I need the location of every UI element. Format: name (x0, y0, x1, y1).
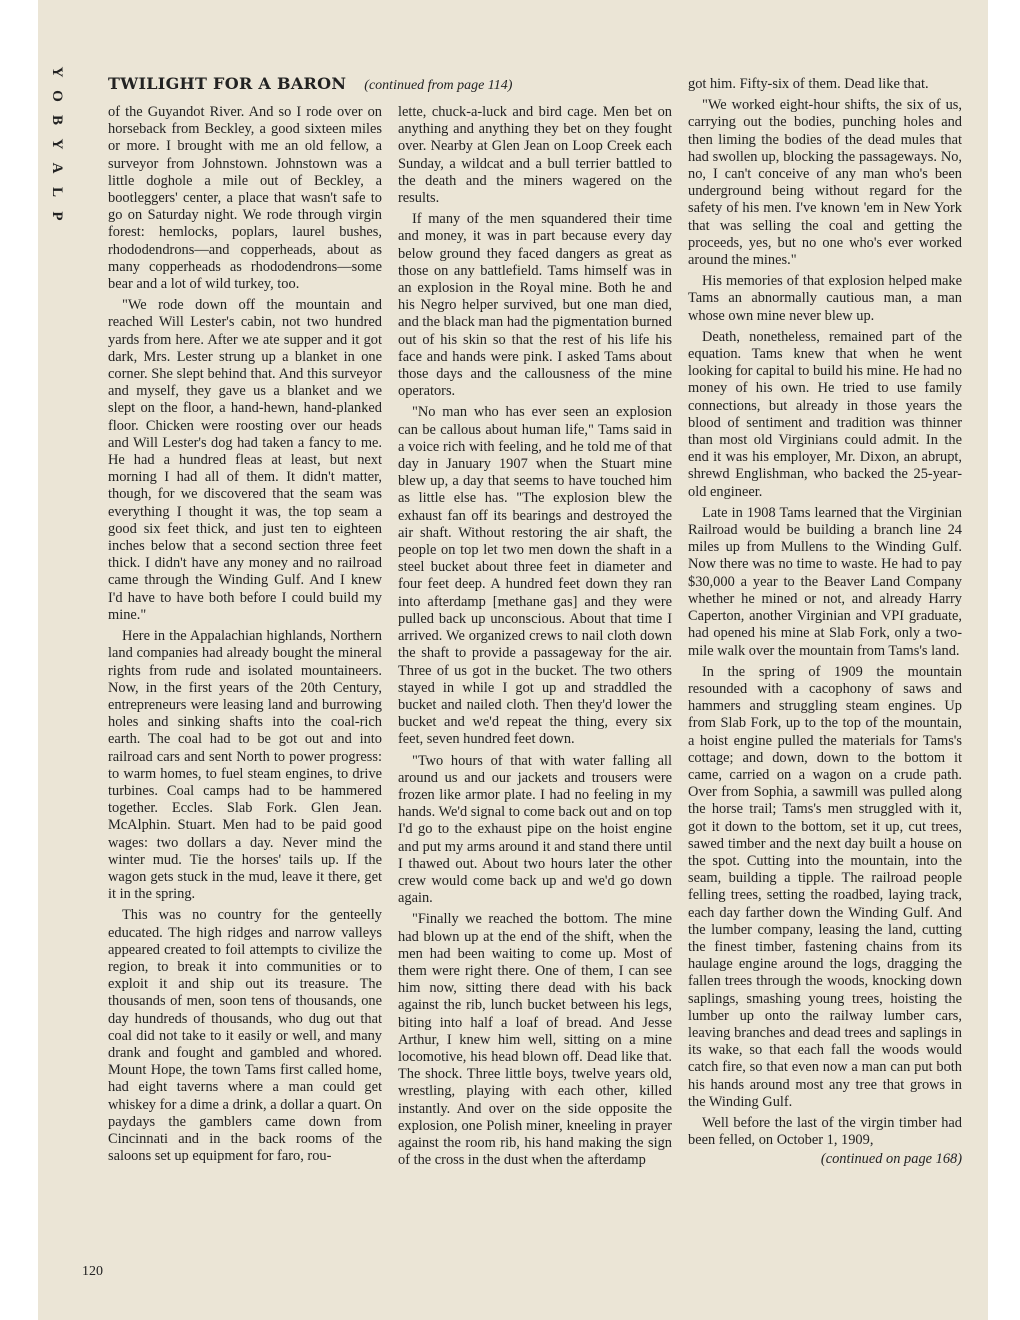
logo-letter: P (49, 211, 65, 221)
paragraph: got him. Fifty-six of them. Dead like that. (688, 76, 929, 92)
paragraph: This was no country for the genteelly educated. The high ridges and narrow valleys appeared created to foil attempts to civilize the region, to break it into communities or to exploit it and ship out its treasure. The thousands of men, soon tens of thousands, one day hundreds of thousands, who dug out that coal did not take to it easily or well, and many drank and fought and gambled and whored. Mount Hope, the town Tams first called home, had eight taverns where a man could get whiskey for a dime a drink, a dollar a quart. On paydays the gamblers came down from Cincinnati and in the back rooms of the saloons set up equipment for faro, rou- (108, 907, 382, 1165)
text-column-1 (108, 104, 382, 1165)
paragraph: Late in 1908 Tams learned that the Virginian Railroad would be building a branch line 24 miles up from Mullens to the Winding Gulf. Now there was no time to waste. He had to pay $30,000 a year to the Beaver Land Company whether he mined or not, and already Harry Caperton, another Virginian and VPI graduate, had opened his mine at Slab Fork, only a two-mile walk over the mountain from Tams's land. (688, 504, 962, 659)
text-column-2 (398, 104, 672, 1169)
paragraph: In the spring of 1909 the mountain resounded with a cacophony of saws and hammers and struggling steam engines. Up from Slab Fork, up to the top of the mountain, a hoist engine pulled the materials for Tams's cottage; and down, down to the bottom it came, carried on a wagon on a crude path. Over from Sophia, a sawmill was pulled along the horse trail; Tams's men struggled with it, got it down to the bottom, set it up, cut trees, sawed timber and the next day built a house on the spot. Cutting into the mountain, into the seam, building a tipple. The railroad people felling trees, setting the roadbed, laying track, each day farther down the Winding Gulf. And the lumber company, leasing the land, cutting the finest timber, fastening chains from its haulage engine around the logs, dragging the fallen trees through the woods, knocking down saplings, smashing young trees, hoisting the lumber up onto the railway lumber cars, leaving branches and dead trees and saplings in its wake, so that each fall the woods would catch fire, so that even now a man can put both his hands around most any tree that grows in the Winding Gulf. (688, 663, 962, 1110)
article-title: TWILIGHT FOR A BARON (108, 74, 347, 93)
paragraph: "Two hours of that with water falling all around us and our jackets and trousers were frozen like armor plate. I had no feeling in my hands. We'd signal to come back out and on top I'd go to the exhaust pipe on the hoist engine and put my arms around it and stand there until I thawed out. About two hours later the other crew would come back up and we'd go down again. (398, 752, 672, 907)
paragraph: lette, chuck-a-luck and bird cage. Men bet on anything and anything they bet on they fought over. Nearby at Glen Jean on Loop Creek each Sunday, a wildcat and a bull terrier battled to the death and the miners wagered on the results. (398, 104, 672, 207)
paragraph: Death, nonetheless, remained part of the equation. Tams knew that when he went looking for capital to build his mine. He had no money of his own. He tried to use family connections, but already in those years the blood of sentiment and tradition was thinner than most old Virginians could admit. In the end it was his employer, Mr. Dixon, an abrupt, shrewd Englishman, who backed the 25-year-old engineer. (688, 328, 962, 500)
paragraph: "No man who has ever seen an explosion can be callous about human life," Tams said in a voice rich with feeling, and he told me of that day in January 1907 when the Stuart mine blew up, a day that seems to have touched him as little else has. "The explosion blew the exhaust fan off its bearings and destroyed the air shaft. Without restoring the air shaft, the people on top let two men down the shaft in a steel bucket about three feet in diameter and four feet deep. A hundred feet down they ran into afterdamp [methane gas] and they were pulled back up unconscious. About that time I arrived. We organized crews to nail cloth down the shaft to provide a passageway for the air. Three of us got in the bucket. The two others stayed in while I got up and straddled the bucket and nailed cloth. Then they'd lower the bucket and we'd repeat the thing, every six feet, seven hundred feet down. (398, 404, 672, 748)
article-header (108, 74, 678, 96)
paragraph: Here in the Appalachian highlands, Northern land companies had already bought the mineral rights from rude and isolated mountaineers. Now, in the first years of the 20th Century, entrepreneurs were leasing land and burrowing holes and sinking shafts into the coal-rich earth. The coal had to be got out and into railroad cars and sent North to power progress: to warm homes, to fuel steam engines, to drive turbines. Coal camps had to be hammered together. Eccles. Slab Fork. Glen Jean. McAlphin. Stuart. Men had to be paid good wages: two dollars a day. Never mind the winter mud. Tie the horses' tails up. If the wagon gets stuck in the mud, leave it there, get it in the spring. (108, 628, 382, 903)
magazine-logo-vertical (44, 60, 70, 228)
logo-letter: A (49, 162, 65, 174)
logo-letter: O (49, 90, 65, 102)
paragraph: If many of the men squandered their time and money, it was in part because every day below ground they faced dangers as great as those on any battlefield. Tams himself was in an explosion in the Royal mine. Both he and his Negro helper survived, but one man died, and the black man had the pigmentation burned out of his skin so that the rest of his life his face and hands were pink. I asked Tams about those days and the callousness of the mine operators. (398, 211, 672, 400)
logo-letter: Y (49, 66, 65, 78)
paragraph: "We rode down off the mountain and reached Will Lester's cabin, not two hundred yards from here. After we ate supper and it got dark, Mrs. Lester strung up a blanket in one corner. She slept behind that. And this surveyor and myself, they gave us a blanket and we slept on the floor, a hand-hewn, hand-planked floor. Chicken were roosting over our heads and Will Lester's dog had taken a fancy to me. He had a hundred fleas at least, but next morning I had all of them. It didn't matter, though, for we discovered that the seam was everything I thought it was, the top seam a good six feet thick, and just ten to eighteen inches below that a second section three feet thick. I didn't have any money and no railroad came through the Winding Gulf. And I knew I'd have to have both before I could build my mine." (108, 297, 382, 623)
logo-letter: Y (49, 138, 65, 150)
paragraph: "Finally we reached the bottom. The mine had blown up at the end of the shift, when the men had been waiting to come up. Most of them were right there. One of them, I can see him now, sitting there dead with his back against the rib, lunch bucket between his legs, biting into half a loaf of bread. And Jesse Arthur, I knew him well, sitting on a mine locomotive, his head blown off. Dead like that. The shock. Three little boys, twelve years old, wrestling, playing with each other, killed instantly. And over on the side opposite the explosion, one Polish miner, kneeling in prayer against the room rib, his hand making the sign of the cross in the dust when the afterdamp (398, 911, 672, 1169)
continued-from-note: (continued from page 114) (364, 78, 513, 93)
paragraph: His memories of that explosion helped make Tams an abnormally cautious man, a man whose own mine never blew up. (688, 273, 962, 324)
continued-on-note: (continued on page 168) (820, 1151, 962, 1168)
logo-letter: L (49, 186, 65, 197)
paragraph: "We worked eight-hour shifts, the six of us, carrying out the bodies, punching holes and then liming the bodies of the dead mules that had swollen up, blocking the passageways. No, no, I can't conceive of any man who's been underground being without regard for the safety of his men. I've known 'em in New York that was selling the coal and getting the proceeds, yes, but no one who's ever worked around the mines." (688, 97, 962, 269)
page-number: 120 (82, 1264, 103, 1279)
text-column-3 (688, 76, 962, 1169)
paragraph: Well before the last of the virgin timber had been felled, on October 1, 1909, (688, 1114, 962, 1149)
paragraph: of the Guyandot River. And so I rode over on horseback from Beckley, a good sixteen miles or more. I brought with me an old fellow, a surveyor from Johnstown. Johnstown was a little doghole a mile out of Beckley, a bootleggers' center, a place that wasn't safe to go on Saturday night. We rode through virgin forest: hemlocks, poplars, laurel bushes, rhododendrons—and copperheads, about as many copperheads as rhododendrons—some bear and a lot of wild turkey, too. (108, 104, 382, 293)
logo-letter: B (49, 114, 65, 125)
